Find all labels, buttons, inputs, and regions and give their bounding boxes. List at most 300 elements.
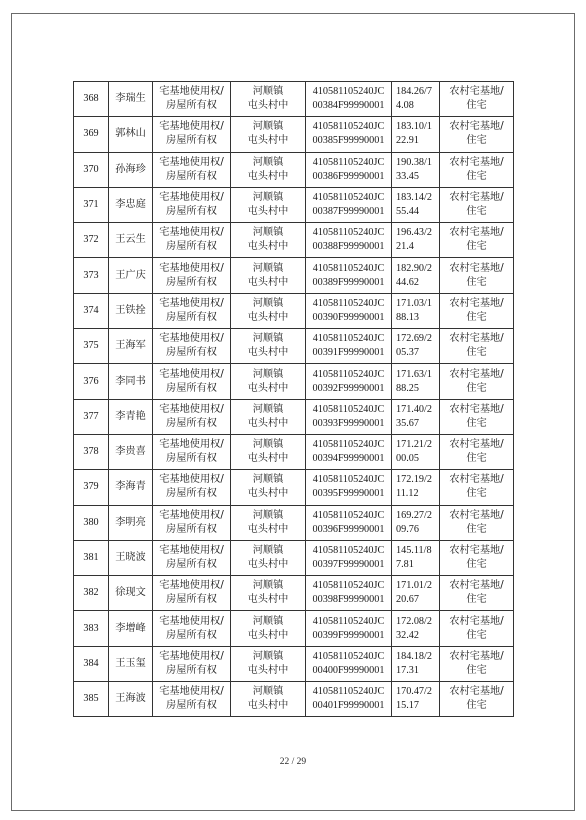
owner-name-text: 王晓波 xyxy=(115,552,146,563)
land-use-text: 住宅 xyxy=(466,559,487,570)
location-text: 河顺镇 xyxy=(252,156,284,168)
land-use-text: 住宅 xyxy=(466,206,487,218)
location-text: 屯头村中 xyxy=(247,594,289,606)
land-use-cell xyxy=(440,223,514,258)
table-row xyxy=(74,611,514,646)
land-use-text: 农村宅基地/ xyxy=(449,403,504,415)
owner-name-cell xyxy=(109,258,153,293)
table-row xyxy=(74,505,514,540)
land-use-text: 农村宅基地/ xyxy=(449,474,504,486)
location-cell xyxy=(231,364,306,399)
area-text: 88.13 xyxy=(396,311,419,323)
row-number-cell xyxy=(74,611,109,646)
area-cell xyxy=(392,434,440,469)
location-text: 屯头村中 xyxy=(247,417,289,429)
land-use-text: 住宅 xyxy=(466,523,487,535)
right-type-text: 宅基地使用权/ xyxy=(159,297,224,309)
owner-name-text: 李瑞生 xyxy=(115,93,146,105)
right-type-text: 宅基地使用权/ xyxy=(159,368,224,380)
table-row xyxy=(74,82,514,117)
location-text: 河顺镇 xyxy=(252,686,284,698)
table-row xyxy=(74,258,514,293)
area-text: 35.67 xyxy=(396,417,419,429)
land-use-cell xyxy=(440,258,514,293)
right-type-text: 房屋所有权 xyxy=(166,347,217,359)
owner-name-text: 李贵喜 xyxy=(115,446,146,458)
row-number-cell xyxy=(74,223,109,258)
right-type-cell xyxy=(153,611,231,646)
area-text: 21.4 xyxy=(396,241,414,253)
location-text: 屯头村中 xyxy=(247,488,289,500)
unit-code-text: 410581105240JC xyxy=(312,121,385,133)
right-type-text: 房屋所有权 xyxy=(166,664,217,676)
owner-name-cell xyxy=(109,329,153,364)
location-text: 屯头村中 xyxy=(247,559,289,570)
table-row xyxy=(74,434,514,469)
location-text: 河顺镇 xyxy=(252,333,284,345)
table-row xyxy=(74,187,514,222)
row-number-cell xyxy=(74,399,109,434)
unit-code-text: 00386F99990001 xyxy=(312,170,385,182)
location-text: 屯头村中 xyxy=(247,311,289,323)
right-type-text: 房屋所有权 xyxy=(166,241,217,253)
unit-code-text: 00397F99990001 xyxy=(312,559,385,570)
owner-name-cell xyxy=(109,434,153,469)
location-text: 河顺镇 xyxy=(252,121,284,133)
land-use-text: 农村宅基地/ xyxy=(449,156,504,168)
land-use-text: 农村宅基地/ xyxy=(449,545,504,556)
area-text: 33.45 xyxy=(396,170,419,182)
row-number-text: 374 xyxy=(83,304,99,316)
land-use-text: 农村宅基地/ xyxy=(449,297,504,309)
area-text: 171.21/2 xyxy=(396,439,432,451)
right-type-text: 房屋所有权 xyxy=(166,629,217,641)
location-text: 屯头村中 xyxy=(247,523,289,535)
area-cell xyxy=(392,364,440,399)
location-text: 河顺镇 xyxy=(252,509,284,521)
land-use-text: 住宅 xyxy=(466,594,487,606)
row-number-text: 368 xyxy=(83,93,99,105)
right-type-text: 宅基地使用权/ xyxy=(159,403,224,415)
unit-code-text: 410581105240JC xyxy=(312,474,385,486)
owner-name-text: 李明亮 xyxy=(115,516,146,528)
land-use-text: 住宅 xyxy=(466,629,487,641)
owner-name-text: 郭林山 xyxy=(115,128,146,140)
owner-name-cell xyxy=(109,364,153,399)
owner-name-cell xyxy=(109,117,153,152)
area-text: 55.44 xyxy=(396,206,419,218)
area-cell xyxy=(392,258,440,293)
unit-code-text: 00394F99990001 xyxy=(312,453,385,465)
area-cell xyxy=(392,505,440,540)
row-number-cell xyxy=(74,470,109,505)
location-text: 屯头村中 xyxy=(247,100,289,112)
right-type-text: 房屋所有权 xyxy=(166,135,217,147)
land-use-cell xyxy=(440,329,514,364)
row-number-text: 372 xyxy=(83,234,99,246)
unit-code-cell xyxy=(306,364,392,399)
row-number-text: 383 xyxy=(83,622,99,634)
land-use-cell xyxy=(440,611,514,646)
unit-code-text: 410581105240JC xyxy=(312,403,385,415)
right-type-text: 房屋所有权 xyxy=(166,170,217,182)
unit-code-text: 410581105240JC xyxy=(312,86,385,98)
right-type-text: 房屋所有权 xyxy=(166,523,217,535)
unit-code-text: 410581105240JC xyxy=(312,580,385,592)
land-use-cell xyxy=(440,399,514,434)
unit-code-text: 00385F99990001 xyxy=(312,135,385,147)
owner-name-text: 王广庆 xyxy=(115,269,146,281)
right-type-cell xyxy=(153,258,231,293)
area-text: 196.43/2 xyxy=(396,227,432,239)
land-use-text: 农村宅基地/ xyxy=(449,580,504,592)
area-cell xyxy=(392,576,440,611)
unit-code-text: 410581105240JC xyxy=(312,297,385,309)
location-cell xyxy=(231,505,306,540)
location-text: 河顺镇 xyxy=(252,650,284,662)
owner-name-cell xyxy=(109,540,153,575)
unit-code-text: 00388F99990001 xyxy=(312,241,385,253)
owner-name-text: 李忠庭 xyxy=(115,199,146,211)
right-type-cell xyxy=(153,646,231,681)
unit-code-text: 410581105240JC xyxy=(312,156,385,168)
unit-code-text: 410581105240JC xyxy=(312,686,385,698)
location-text: 河顺镇 xyxy=(252,86,284,98)
unit-code-text: 00396F99990001 xyxy=(312,523,385,535)
area-text: 184.18/2 xyxy=(396,650,432,662)
location-text: 河顺镇 xyxy=(252,439,284,451)
right-type-text: 房屋所有权 xyxy=(166,488,217,500)
owner-name-cell xyxy=(109,399,153,434)
area-text: 171.40/2 xyxy=(396,403,432,415)
right-type-cell xyxy=(153,329,231,364)
unit-code-cell xyxy=(306,540,392,575)
area-text: 170.47/2 xyxy=(396,686,432,698)
table-row xyxy=(74,293,514,328)
row-number-cell xyxy=(74,505,109,540)
owner-name-cell xyxy=(109,293,153,328)
owner-name-text: 王海波 xyxy=(115,693,146,705)
row-number-text: 378 xyxy=(83,446,99,458)
unit-code-text: 410581105240JC xyxy=(312,227,385,239)
unit-code-text: 410581105240JC xyxy=(312,545,385,556)
table-row xyxy=(74,470,514,505)
area-text: 172.08/2 xyxy=(396,615,432,627)
area-text: 88.25 xyxy=(396,382,419,394)
area-cell xyxy=(392,152,440,187)
right-type-text: 房屋所有权 xyxy=(166,594,217,606)
right-type-cell xyxy=(153,293,231,328)
unit-code-text: 00389F99990001 xyxy=(312,276,385,288)
land-use-cell xyxy=(440,117,514,152)
location-cell xyxy=(231,470,306,505)
location-cell xyxy=(231,399,306,434)
row-number-text: 382 xyxy=(83,587,99,599)
location-text: 屯头村中 xyxy=(247,664,289,676)
unit-code-text: 410581105240JC xyxy=(312,650,385,662)
land-use-cell xyxy=(440,682,514,717)
unit-code-text: 00392F99990001 xyxy=(312,382,385,394)
location-text: 河顺镇 xyxy=(252,192,284,204)
area-text: 171.63/1 xyxy=(396,368,432,380)
row-number-cell xyxy=(74,117,109,152)
owner-name-text: 李增峰 xyxy=(115,622,146,634)
right-type-cell xyxy=(153,399,231,434)
land-use-text: 农村宅基地/ xyxy=(449,227,504,239)
location-cell xyxy=(231,152,306,187)
land-use-text: 农村宅基地/ xyxy=(449,121,504,133)
land-use-text: 农村宅基地/ xyxy=(449,368,504,380)
right-type-cell xyxy=(153,434,231,469)
row-number-cell xyxy=(74,293,109,328)
right-type-text: 宅基地使用权/ xyxy=(159,509,224,521)
unit-code-text: 410581105240JC xyxy=(312,615,385,627)
right-type-text: 宅基地使用权/ xyxy=(159,580,224,592)
area-cell xyxy=(392,470,440,505)
unit-code-cell xyxy=(306,399,392,434)
area-text: 05.37 xyxy=(396,347,419,359)
owner-name-cell xyxy=(109,223,153,258)
right-type-text: 房屋所有权 xyxy=(166,100,217,112)
unit-code-text: 410581105240JC xyxy=(312,368,385,380)
owner-name-cell xyxy=(109,82,153,117)
area-text: 20.67 xyxy=(396,594,419,606)
land-use-cell xyxy=(440,434,514,469)
row-number-cell xyxy=(74,258,109,293)
right-type-text: 宅基地使用权/ xyxy=(159,545,224,556)
location-text: 河顺镇 xyxy=(252,227,284,239)
right-type-text: 宅基地使用权/ xyxy=(159,615,224,627)
area-cell xyxy=(392,82,440,117)
owner-name-cell xyxy=(109,682,153,717)
location-text: 河顺镇 xyxy=(252,403,284,415)
area-cell xyxy=(392,329,440,364)
right-type-text: 房屋所有权 xyxy=(166,382,217,394)
unit-code-cell xyxy=(306,576,392,611)
area-text: 169.27/2 xyxy=(396,509,432,521)
unit-code-cell xyxy=(306,329,392,364)
land-use-text: 住宅 xyxy=(466,417,487,429)
unit-code-text: 00391F99990001 xyxy=(312,347,385,359)
area-text: 09.76 xyxy=(396,523,419,535)
land-use-text: 住宅 xyxy=(466,700,487,712)
area-cell xyxy=(392,611,440,646)
unit-code-cell xyxy=(306,505,392,540)
row-number-text: 384 xyxy=(83,657,99,669)
location-text: 河顺镇 xyxy=(252,262,284,274)
area-cell xyxy=(392,540,440,575)
right-type-cell xyxy=(153,505,231,540)
unit-code-cell xyxy=(306,646,392,681)
right-type-cell xyxy=(153,187,231,222)
row-number-text: 369 xyxy=(83,128,99,140)
row-number-text: 385 xyxy=(83,693,99,705)
right-type-cell xyxy=(153,576,231,611)
location-text: 屯头村中 xyxy=(247,135,289,147)
unit-code-text: 410581105240JC xyxy=(312,439,385,451)
location-text: 河顺镇 xyxy=(252,368,284,380)
unit-code-text: 00401F99990001 xyxy=(312,700,385,712)
row-number-cell xyxy=(74,682,109,717)
table-row xyxy=(74,152,514,187)
table-row xyxy=(74,399,514,434)
right-type-text: 房屋所有权 xyxy=(166,453,217,465)
area-text: 183.14/2 xyxy=(396,192,432,204)
area-text: 145.11/8 xyxy=(396,545,432,556)
location-text: 屯头村中 xyxy=(247,276,289,288)
right-type-cell xyxy=(153,117,231,152)
land-use-text: 农村宅基地/ xyxy=(449,86,504,98)
row-number-cell xyxy=(74,646,109,681)
table-row xyxy=(74,540,514,575)
unit-code-cell xyxy=(306,470,392,505)
right-type-text: 宅基地使用权/ xyxy=(159,192,224,204)
area-text: 22.91 xyxy=(396,135,419,147)
unit-code-text: 00399F99990001 xyxy=(312,629,385,641)
area-cell xyxy=(392,682,440,717)
location-cell xyxy=(231,540,306,575)
land-use-cell xyxy=(440,646,514,681)
table-body xyxy=(74,82,514,717)
area-text: 7.81 xyxy=(396,559,414,570)
table-row xyxy=(74,682,514,717)
table-row xyxy=(74,329,514,364)
location-text: 屯头村中 xyxy=(247,170,289,182)
row-number-cell xyxy=(74,152,109,187)
right-type-text: 房屋所有权 xyxy=(166,417,217,429)
unit-code-cell xyxy=(306,187,392,222)
unit-code-text: 00390F99990001 xyxy=(312,311,385,323)
right-type-text: 宅基地使用权/ xyxy=(159,439,224,451)
owner-name-cell xyxy=(109,576,153,611)
location-text: 屯头村中 xyxy=(247,347,289,359)
area-text: 44.62 xyxy=(396,276,419,288)
area-text: 172.69/2 xyxy=(396,333,432,345)
right-type-text: 宅基地使用权/ xyxy=(159,474,224,486)
right-type-text: 宅基地使用权/ xyxy=(159,686,224,698)
land-use-cell xyxy=(440,576,514,611)
row-number-text: 380 xyxy=(83,516,99,528)
right-type-text: 房屋所有权 xyxy=(166,206,217,218)
table-row xyxy=(74,646,514,681)
land-use-text: 农村宅基地/ xyxy=(449,262,504,274)
area-text: 172.19/2 xyxy=(396,474,432,486)
unit-code-cell xyxy=(306,152,392,187)
area-text: 00.05 xyxy=(396,453,419,465)
area-text: 183.10/1 xyxy=(396,121,432,133)
unit-code-cell xyxy=(306,117,392,152)
land-use-text: 住宅 xyxy=(466,100,487,112)
row-number-cell xyxy=(74,329,109,364)
location-cell xyxy=(231,187,306,222)
land-use-text: 农村宅基地/ xyxy=(449,615,504,627)
location-cell xyxy=(231,329,306,364)
land-use-text: 住宅 xyxy=(466,488,487,500)
owner-name-cell xyxy=(109,152,153,187)
area-text: 11.12 xyxy=(396,488,419,500)
right-type-text: 房屋所有权 xyxy=(166,559,217,570)
land-use-cell xyxy=(440,540,514,575)
owner-name-text: 王铁拴 xyxy=(115,304,146,316)
location-text: 河顺镇 xyxy=(252,545,284,556)
owner-name-cell xyxy=(109,470,153,505)
owner-name-cell xyxy=(109,611,153,646)
location-text: 河顺镇 xyxy=(252,580,284,592)
land-use-cell xyxy=(440,152,514,187)
land-use-cell xyxy=(440,82,514,117)
right-type-cell xyxy=(153,682,231,717)
row-number-text: 370 xyxy=(83,163,99,175)
right-type-text: 宅基地使用权/ xyxy=(159,333,224,345)
area-text: 32.42 xyxy=(396,629,419,641)
location-cell xyxy=(231,293,306,328)
land-use-text: 住宅 xyxy=(466,664,487,676)
unit-code-cell xyxy=(306,293,392,328)
table-row xyxy=(74,576,514,611)
row-number-text: 377 xyxy=(83,410,99,422)
unit-code-text: 410581105240JC xyxy=(312,192,385,204)
right-type-text: 宅基地使用权/ xyxy=(159,650,224,662)
row-number-text: 381 xyxy=(83,552,99,563)
area-cell xyxy=(392,399,440,434)
right-type-text: 房屋所有权 xyxy=(166,276,217,288)
location-cell xyxy=(231,576,306,611)
land-use-text: 住宅 xyxy=(466,311,487,323)
row-number-cell xyxy=(74,434,109,469)
land-use-cell xyxy=(440,470,514,505)
location-cell xyxy=(231,682,306,717)
land-use-text: 农村宅基地/ xyxy=(449,439,504,451)
unit-code-text: 00395F99990001 xyxy=(312,488,385,500)
owner-name-text: 王云生 xyxy=(115,234,146,246)
area-text: 4.08 xyxy=(396,100,414,112)
area-cell xyxy=(392,223,440,258)
unit-code-text: 410581105240JC xyxy=(312,333,385,345)
table-row xyxy=(74,364,514,399)
land-use-text: 农村宅基地/ xyxy=(449,333,504,345)
unit-code-text: 00387F99990001 xyxy=(312,206,385,218)
location-text: 河顺镇 xyxy=(252,297,284,309)
unit-code-text: 410581105240JC xyxy=(312,262,385,274)
area-text: 184.26/7 xyxy=(396,86,432,98)
owner-name-text: 孙海珍 xyxy=(115,163,146,175)
land-use-text: 住宅 xyxy=(466,276,487,288)
row-number-cell xyxy=(74,187,109,222)
owner-name-text: 徐现文 xyxy=(115,587,146,599)
land-use-text: 农村宅基地/ xyxy=(449,650,504,662)
location-cell xyxy=(231,223,306,258)
area-text: 190.38/1 xyxy=(396,156,432,168)
right-type-cell xyxy=(153,470,231,505)
area-cell xyxy=(392,187,440,222)
row-number-text: 379 xyxy=(83,481,99,493)
location-text: 屯头村中 xyxy=(247,700,289,712)
right-type-cell xyxy=(153,364,231,399)
right-type-text: 宅基地使用权/ xyxy=(159,156,224,168)
land-use-text: 住宅 xyxy=(466,170,487,182)
table-row xyxy=(74,117,514,152)
land-use-text: 住宅 xyxy=(466,382,487,394)
land-use-text: 农村宅基地/ xyxy=(449,509,504,521)
row-number-cell xyxy=(74,364,109,399)
land-use-text: 农村宅基地/ xyxy=(449,192,504,204)
unit-code-cell xyxy=(306,682,392,717)
area-text: 15.17 xyxy=(396,700,419,712)
unit-code-text: 00384F99990001 xyxy=(312,100,385,112)
right-type-cell xyxy=(153,540,231,575)
owner-name-text: 王海军 xyxy=(115,340,146,352)
location-cell xyxy=(231,82,306,117)
